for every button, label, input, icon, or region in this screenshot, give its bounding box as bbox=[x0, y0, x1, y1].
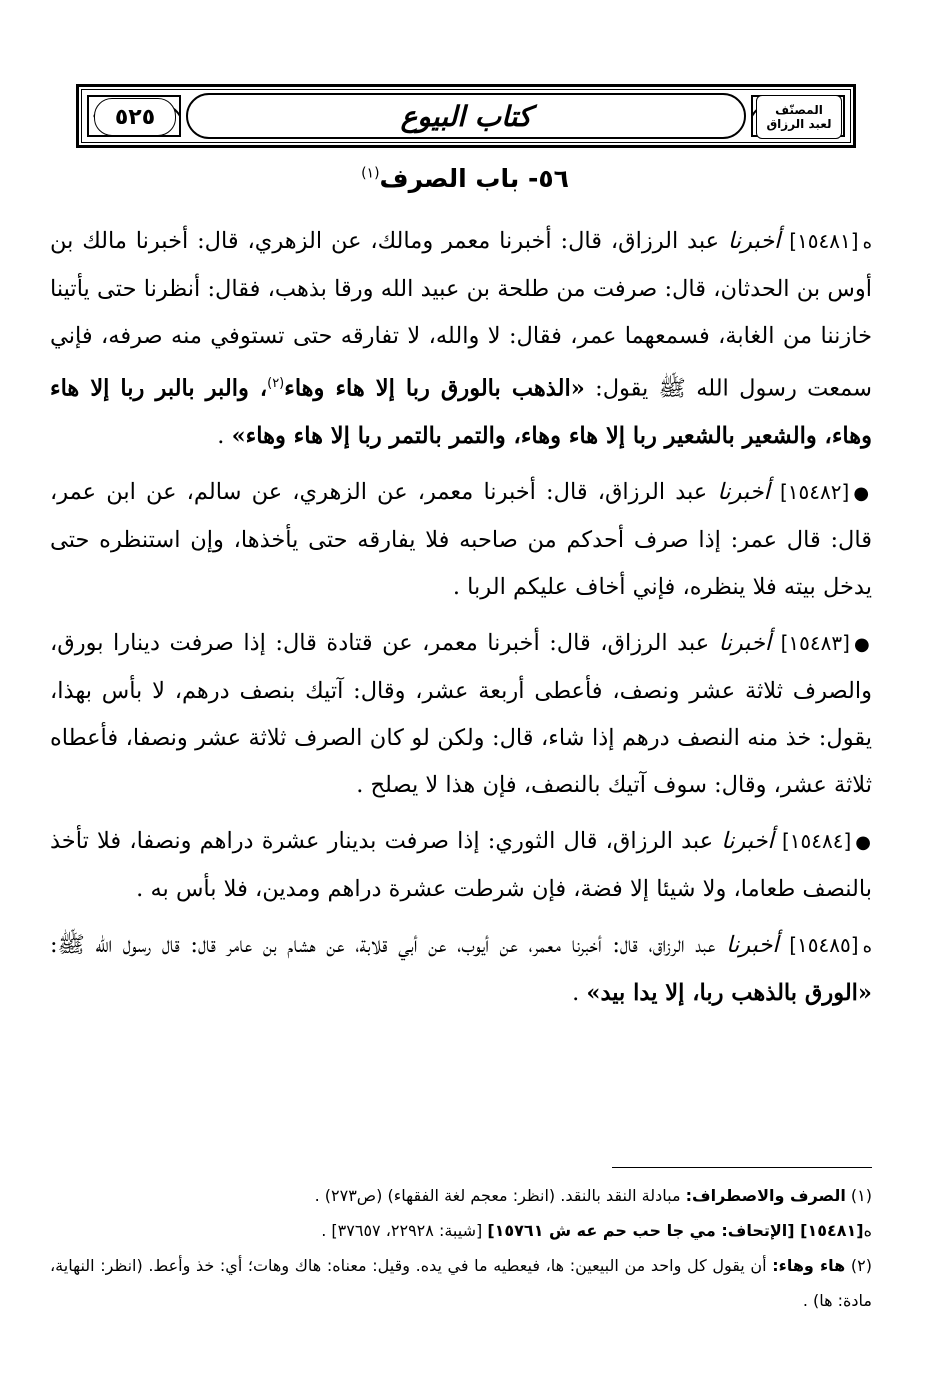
hadith-text: عبد الرزاق، قال الثوري: إذا صرفت بدينار عشرة دراهم ونصفا، فلا تأخذ بالنصف طعاما، ولا شيئا إلا فضة، فإن شرطت عشرة دراهم ومدين، فلا بأس به . bbox=[50, 827, 872, 902]
footnote-text: مبادلة النقد بالنقد. (انظر: معجم لغة الفقهاء) (ص٢٧٣) . bbox=[314, 1186, 686, 1205]
hadith-quote-continued: ، والبر بالبر ربا إلا هاء وهاء، والشعير بالشعير ربا إلا هاء وهاء، والتمر بالتمر ربا إلا هاء وهاء» bbox=[50, 375, 872, 449]
hadith-isnad: أخبرنا bbox=[726, 931, 779, 958]
chapter-footnote-ref: (١) bbox=[361, 165, 380, 182]
chapter-heading bbox=[0, 164, 930, 193]
footnote-ref: (٢) bbox=[850, 1256, 872, 1275]
hadith-15482 bbox=[50, 469, 872, 611]
hadith-number: [١٥٤٨٢] bbox=[779, 479, 850, 504]
hadith-text: عبد الرزاق، قال: أخبرنا معمر، عن أيوب، عن أبي قلابة، عن هشام بن عامر قال: قال رسول الله ﷺ: bbox=[50, 931, 716, 958]
hadith-isnad: أخبرنا bbox=[717, 478, 770, 505]
hadith-15483 bbox=[50, 620, 872, 809]
hadith-end: . bbox=[217, 422, 232, 449]
hadith-marker: ه bbox=[862, 232, 873, 253]
page-header bbox=[76, 84, 856, 148]
hadith-footnote-ref: (٢) bbox=[267, 376, 285, 391]
title-cartouche bbox=[186, 93, 746, 139]
hadith-marker: ● bbox=[853, 482, 872, 504]
hadith-marker: ● bbox=[855, 831, 872, 853]
footnote-separator bbox=[612, 1167, 872, 1168]
footnote-ref: (١) bbox=[850, 1186, 872, 1205]
series-logo bbox=[756, 95, 842, 139]
hadith-quote: «الورق بالذهب ربا، إلا يدا بيد» bbox=[586, 979, 872, 1006]
hadith-marker: ● bbox=[853, 633, 872, 655]
footnote-term: الصرف والاصطراف: bbox=[685, 1186, 846, 1205]
hadith-marker: ه bbox=[862, 935, 872, 957]
footnote-text: [شيبة: ٢٢٩٢٨، ٣٧٦٥٧] . bbox=[321, 1221, 488, 1240]
footnote-1 bbox=[50, 1178, 872, 1213]
book-title: كتاب البيوع bbox=[400, 99, 532, 133]
footnote-takhrij bbox=[50, 1213, 872, 1248]
hadith-end: . bbox=[572, 979, 587, 1006]
hadith-text: عبد الرزاق، قال: أخبرنا معمر، عن قتادة قال: إذا صرفت دينارا بورق، والصرف ثلاثة عشر ونصف، فأعطى أربعة عشر، وقال: آتيك بنصف درهم، لا بأس بهذا، يقول: خذ منه النصف درهم إذا شاء، قال: ولكن لو كان الصرف ثلاثة عشر ونصفا، فأعطاه ثلاثة عشر، وقال: سوف آتيك بالنصف، فإن هذا لا يصلح . bbox=[50, 629, 872, 798]
hadith-isnad: أخبرنا bbox=[721, 827, 774, 854]
hadith-15484 bbox=[50, 818, 872, 913]
series-logo-line1: المصنّف bbox=[775, 103, 823, 117]
hadith-text: عبد الرزاق، قال: أخبرنا معمر، عن الزهري، عن سالم، عن ابن عمر، قال: قال عمر: إذا صرف أحدكم من صاحبه فلا يفارقه حتى يأخذها، وإن استنظره حتى يدخل بيته فلا ينظره، فإني أخاف عليكم الربا . bbox=[50, 478, 872, 600]
footnote-ref: ه bbox=[863, 1221, 872, 1240]
hadith-number: [١٥٤٨٤] bbox=[781, 828, 852, 853]
main-text bbox=[50, 218, 872, 1017]
footnotes bbox=[50, 1178, 872, 1318]
footnote-term: هاء وهاء: bbox=[772, 1256, 846, 1275]
hadith-isnad: أخبرنا bbox=[727, 228, 781, 254]
series-logo-line2: لعبد الرزاق bbox=[766, 117, 832, 131]
footnote-text: أن يقول كل واحد من البيعين: ها، فيعطيه ما في يده. وقيل: معناه: هاك وهات؛ أي: خذ وأعط. (انظر: النهاية، مادة: ها) . bbox=[50, 1256, 872, 1310]
hadith-number: [١٥٤٨١] bbox=[789, 229, 859, 253]
hadith-number: [١٥٤٨٥] bbox=[789, 932, 859, 957]
footnote-2 bbox=[50, 1248, 872, 1318]
hadith-isnad: أخبرنا bbox=[718, 629, 772, 656]
page-number: ٥٢٥ bbox=[94, 98, 176, 136]
hadith-15481 bbox=[50, 218, 872, 460]
hadith-15485 bbox=[50, 922, 872, 1017]
hadith-text: عبد الرزاق، قال: أخبرنا معمر ومالك، عن الزهري، قال: أخبرنا مالك بن أوس بن الحدثان، قال: صرفت من طلحة بن عبيد الله ورقا بذهب، فقال: أنظرنا حتى يأتينا خازننا من الغابة، فسمعهما عمر، فقال: لا والله، لا تفارقه حتى تستوفي منه صرفه، فإني سمعت رسول الله ﷺ يقول: bbox=[50, 228, 872, 402]
hadith-number: [١٥٤٨٣] bbox=[780, 630, 850, 655]
footnote-term: [١٥٤٨١] [الإتحاف: مي جا حب حم عه ش ١٥٧٦١] bbox=[487, 1221, 864, 1240]
hadith-quote: «الذهب بالورق ربا إلا هاء وهاء bbox=[284, 375, 585, 402]
chapter-title: ٥٦- باب الصرف bbox=[379, 164, 569, 193]
